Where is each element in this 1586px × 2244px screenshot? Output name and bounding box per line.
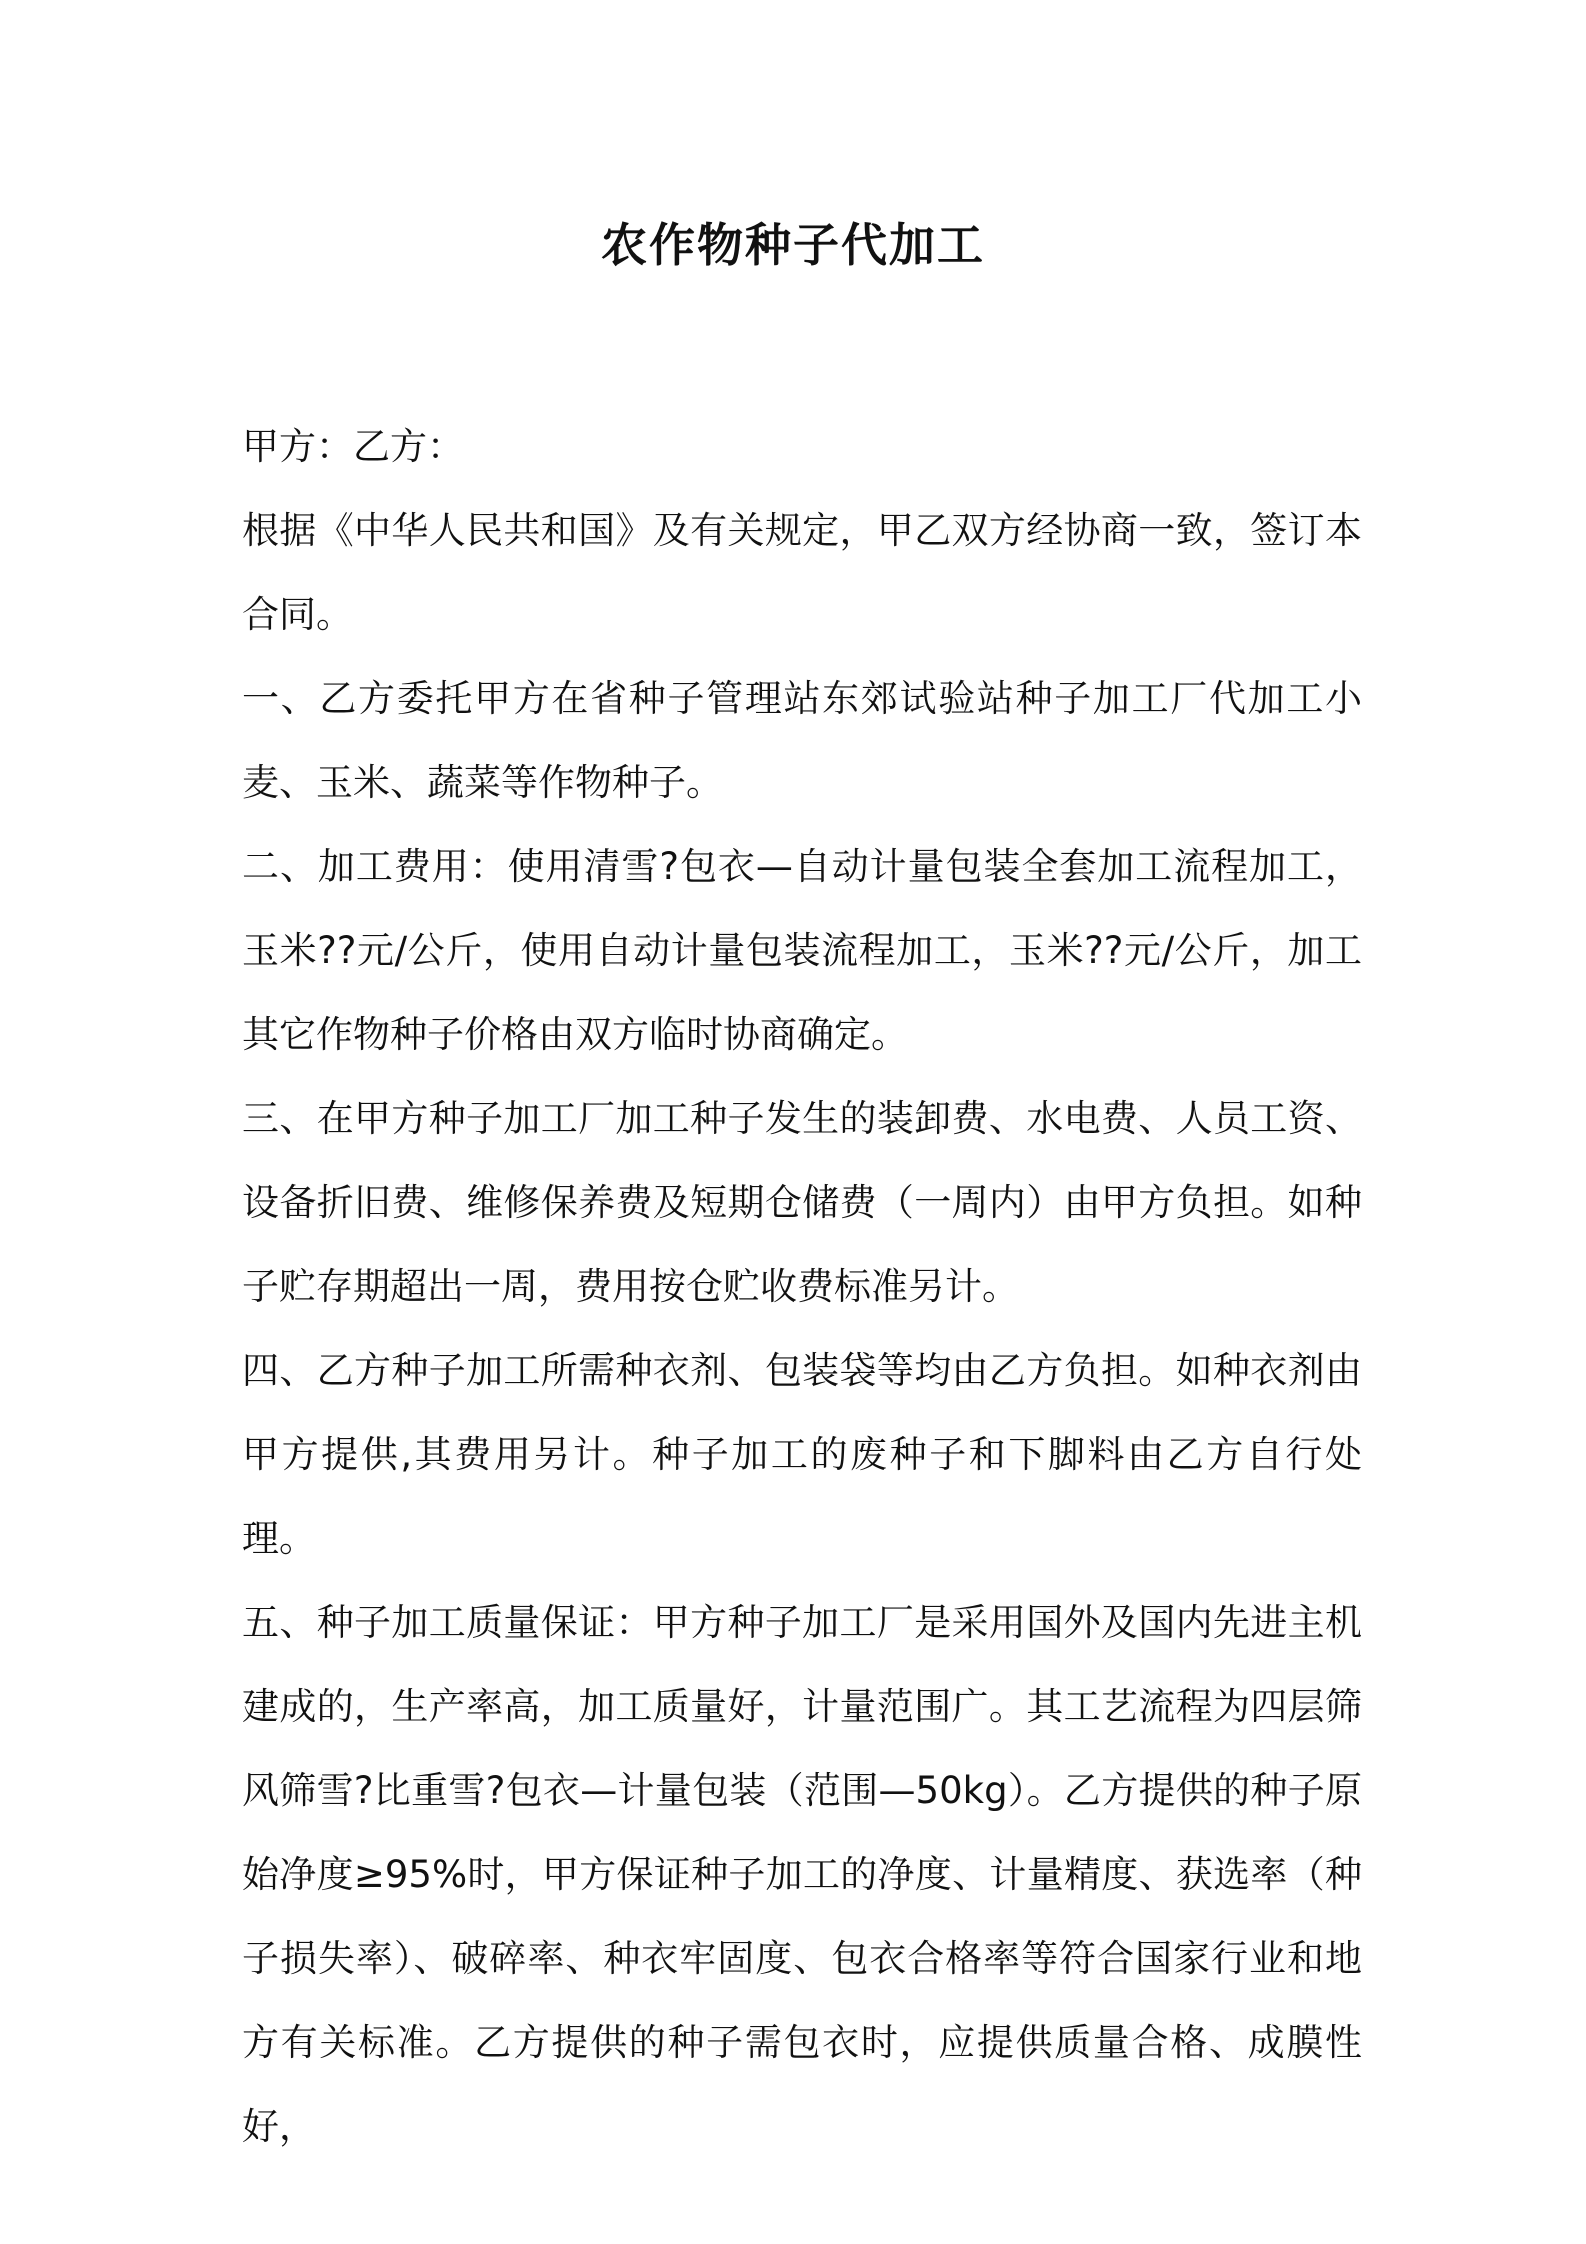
- paragraph-preamble: 根据《中华人民共和国》及有关规定，甲乙双方经协商一致，签订本合同。: [242, 509, 1362, 636]
- paragraph-clause-4: 四、乙方种子加工所需种衣剂、包装袋等均由乙方负担。如种衣剂由甲方提供,其费用另计。种子加工的废种子和下脚料由乙方自行处理。: [242, 1349, 1362, 1560]
- paragraph-clause-3: 三、在甲方种子加工厂加工种子发生的装卸费、水电费、人员工资、设备折旧费、维修保养费及短期仓储费（一周内）由甲方负担。如种子贮存期超出一周，费用按仓贮收费标准另计。: [242, 1097, 1362, 1308]
- document-title: 农作物种子代加工: [601, 218, 985, 272]
- paragraph-clause-5: 五、种子加工质量保证：甲方种子加工厂是采用国外及国内先进主机建成的，生产率高，加工质量好，计量范围广。其工艺流程为四层筛风筛雪?比重雪?包衣—计量包装（范围—50kg）。乙方提供的种子原始净度≥95%时，甲方保证种子加工的净度、计量精度、获选率（种子损失率）、破碎率、种衣牢固度、包衣合格率等符合国家行业和地方有关标准。乙方提供的种子需包衣时，应提供质量合格、成膜性好，: [242, 1601, 1362, 2148]
- paragraph-clause-2: 二、加工费用：使用清雪?包衣—自动计量包装全套加工流程加工，玉米??元/公斤，使用自动计量包装流程加工，玉米??元/公斤，加工其它作物种子价格由双方临时协商确定。: [242, 845, 1362, 1056]
- paragraph-clause-1: 一、乙方委托甲方在省种子管理站东郊试验站种子加工厂代加工小麦、玉米、蔬菜等作物种子。: [242, 677, 1362, 804]
- document-body: [242, 405, 1362, 2169]
- party-line: 甲方：乙方：: [242, 425, 464, 468]
